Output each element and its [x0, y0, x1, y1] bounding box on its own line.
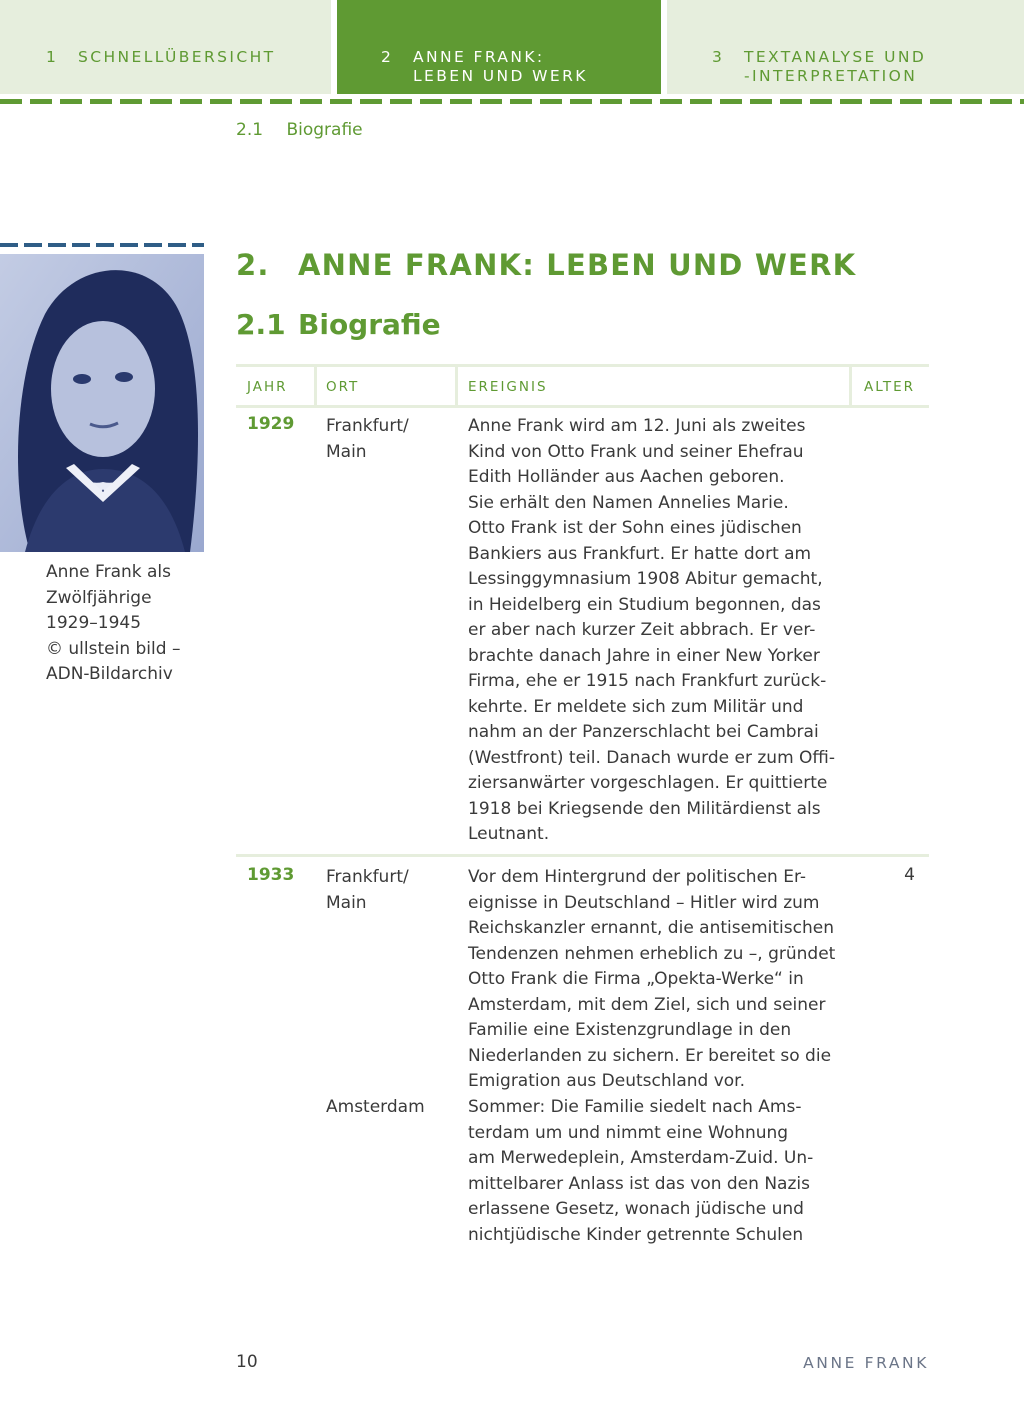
event-line: Otto Frank ist der Sohn eines jüdischen — [468, 518, 802, 538]
event-cell — [468, 865, 848, 1095]
tab-schnelluebersicht[interactable] — [0, 0, 331, 94]
tab-label: SCHNELLÜBERSICHT — [78, 48, 276, 66]
table-row — [236, 414, 929, 854]
event-line: brachte danach Jahre in einer New Yorker — [468, 645, 820, 666]
caption-line: Anne Frank als — [46, 562, 172, 582]
column-separator — [314, 367, 317, 405]
row-divider — [236, 854, 929, 857]
event-line: Lessinggymnasium 1908 Abitur gemacht, — [468, 569, 823, 589]
event-line: Sommer: Die Familie siedelt nach Ams- — [468, 1097, 802, 1117]
event-line: Otto Frank die Firma „Opekta-Werke“ in — [468, 969, 804, 989]
event-line: terdam um und nimmt eine Wohnung — [468, 1122, 789, 1143]
year-cell: 1933 — [247, 865, 295, 885]
event-line: Sie erhält den Namen Annelies Marie. — [468, 492, 789, 513]
event-line: er aber nach kurzer Zeit abbrach. Er ver- — [468, 620, 816, 640]
chapter-heading — [236, 248, 856, 282]
column-separator — [849, 367, 852, 405]
event-line: erlassene Gesetz, wonach jüdische und — [468, 1199, 804, 1219]
section-title: Biografie — [298, 308, 441, 341]
place-cell: Amsterdam — [326, 1097, 425, 1117]
photo-caption — [46, 560, 204, 688]
event-line: Kind von Otto Frank und seiner Ehefrau — [468, 441, 804, 462]
table-header — [236, 364, 929, 408]
header-jahr: JAHR — [247, 379, 288, 395]
breadcrumb-label: Biografie — [286, 120, 363, 140]
event-line: am Merwedeplein, Amsterdam-Zuid. Un- — [468, 1148, 814, 1168]
event-line: Tendenzen nehmen erheblich zu –, gründet — [468, 943, 836, 964]
header-alter: ALTER — [864, 379, 916, 395]
event-line: Anne Frank wird am 12. Juni als zweites — [468, 416, 806, 436]
event-line: Niederlanden zu sichern. Er bereitet so die — [468, 1045, 832, 1066]
caption-line: 1929–1945 — [46, 613, 142, 633]
section-heading — [236, 308, 441, 341]
portrait-image — [0, 254, 204, 552]
tab-label: ANNE FRANK: LEBEN UND WERK — [413, 48, 588, 85]
year-cell: 1929 — [247, 414, 295, 434]
event-line: eignisse in Deutschland – Hitler wird zum — [468, 892, 820, 913]
breadcrumb — [236, 120, 363, 140]
event-line: in Heidelberg ein Studium begonnen, das — [468, 594, 821, 615]
event-cell — [468, 1095, 848, 1248]
event-line: mittelbarer Anlass ist das von den Nazis — [468, 1173, 810, 1194]
event-line: Firma, ehe er 1915 nach Frankfurt zurück- — [468, 671, 827, 691]
tab-label: TEXTANALYSE UND -INTERPRETATION — [744, 48, 927, 85]
chapter-number: 2. — [236, 248, 270, 282]
header-ereignis: EREIGNIS — [468, 379, 548, 395]
column-separator — [455, 367, 458, 405]
event-line: Leutnant. — [468, 824, 550, 844]
tab-textanalyse[interactable] — [667, 0, 1024, 94]
event-line: Bankiers aus Frankfurt. Er hatte dort am — [468, 543, 812, 564]
biography-table — [236, 364, 929, 1255]
tab-leben-und-werk[interactable] — [337, 0, 661, 94]
event-line: Edith Holländer aus Aachen geboren. — [468, 467, 785, 487]
breadcrumb-number: 2.1 — [236, 120, 264, 140]
photo-dashed-divider — [0, 243, 204, 247]
anne-frank-photo — [0, 254, 204, 552]
caption-line: © ullstein bild – — [46, 638, 181, 659]
tab-number: 1 — [46, 48, 59, 66]
event-line: ziersanwärter vorgeschlagen. Er quittierte — [468, 773, 828, 793]
event-cell — [468, 414, 848, 848]
page-number: 10 — [236, 1352, 258, 1372]
event-line: kehrte. Er meldete sich zum Militär und — [468, 696, 804, 717]
event-line: nichtjüdische Kinder getrennte Schulen — [468, 1224, 804, 1245]
place-cell: Frankfurt/ Main — [326, 416, 409, 462]
header-ort: ORT — [326, 379, 360, 395]
event-line: nahm an der Panzerschlacht bei Cambrai — [468, 722, 819, 742]
place-cell: Frankfurt/ Main — [326, 867, 409, 913]
event-line: Reichskanzler ernannt, die antisemitischen — [468, 918, 834, 938]
header-dashed-divider — [0, 99, 1024, 104]
event-line: Familie eine Existenzgrundlage in den — [468, 1020, 792, 1040]
event-line: (Westfront) teil. Danach wurde er zum Offi- — [468, 747, 835, 768]
caption-line: ADN-Bildarchiv — [46, 664, 173, 684]
table-body — [236, 414, 929, 1255]
tab-number: 2 — [381, 48, 394, 66]
event-line: 1918 bei Kriegsende den Militärdienst als — [468, 798, 821, 819]
event-line: Vor dem Hintergrund der politischen Er- — [468, 867, 806, 887]
chapter-tabs — [0, 0, 1024, 96]
running-footer-title: ANNE FRANK — [803, 1354, 929, 1372]
table-row — [236, 865, 929, 1255]
caption-line: Zwölfjährige — [46, 587, 152, 608]
event-line: Amsterdam, mit dem Ziel, sich und seiner — [468, 994, 826, 1015]
section-number: 2.1 — [236, 308, 286, 341]
chapter-title: ANNE FRANK: LEBEN UND WERK — [298, 248, 857, 282]
event-line: Emigration aus Deutschland vor. — [468, 1071, 746, 1091]
age-cell: 4 — [904, 865, 915, 885]
tab-number: 3 — [712, 48, 725, 66]
